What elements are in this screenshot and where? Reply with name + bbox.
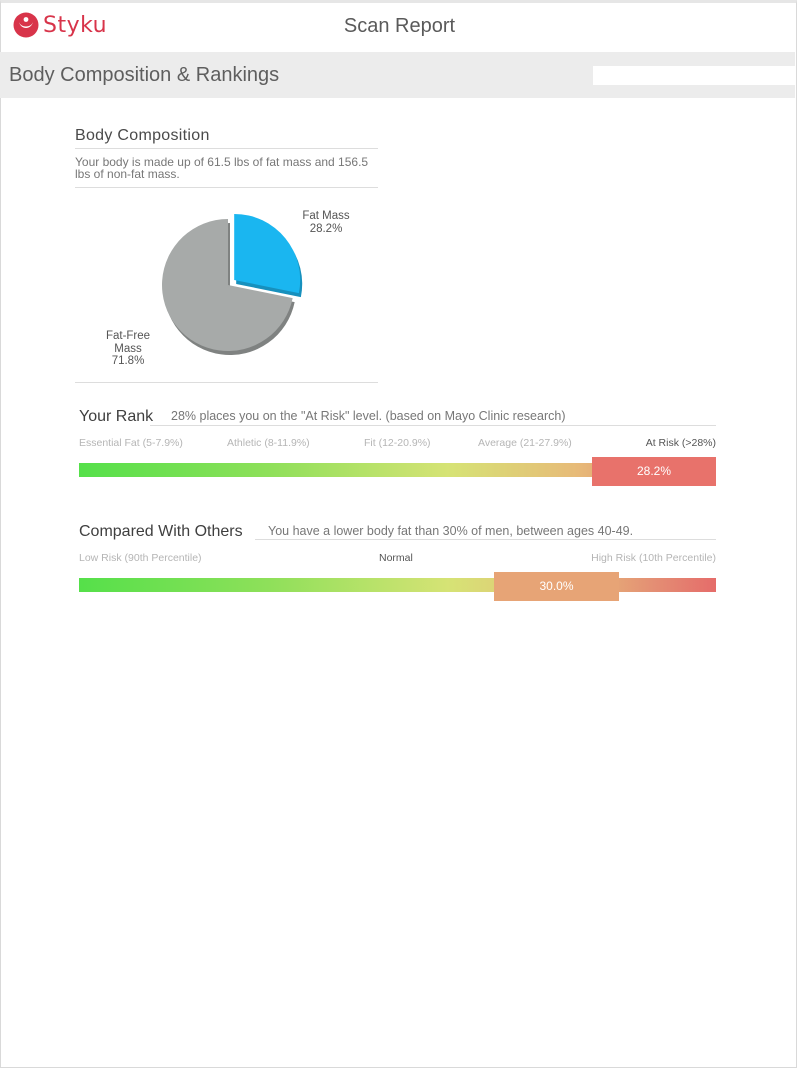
rank-scale-label-athletic: Athletic (8-11.9%) <box>227 437 310 449</box>
body-composition-description: Your body is made up of 61.5 lbs of fat mass and 156.5 lbs of non-fat mass. <box>75 155 369 181</box>
body-composition-title: Body Composition <box>75 127 210 144</box>
compare-gradient-bar <box>79 578 716 592</box>
header-blank-box <box>593 66 795 85</box>
compare-scale-label-low-risk: Low Risk (90th Percentile) <box>79 552 202 564</box>
compared-description: You have a lower body fat than 30% of men, between ages 40-49. <box>268 524 634 538</box>
divider <box>75 148 378 149</box>
your-rank-title: Your Rank <box>79 408 154 425</box>
logo-text: Styku <box>43 12 108 38</box>
your-rank-description: 28% places you on the "At Risk" level. (based on Mayo Clinic research) <box>171 409 566 423</box>
compare-scale-label-normal: Normal <box>379 552 413 564</box>
top-bar <box>0 0 799 52</box>
divider <box>255 539 716 540</box>
body-composition-pie-chart <box>75 190 380 380</box>
rank-scale-label-essential: Essential Fat (5-7.9%) <box>79 437 183 449</box>
rank-marker <box>592 457 716 486</box>
section-title: Body Composition & Rankings <box>9 64 280 86</box>
fat-free-mass-label <box>97 330 159 368</box>
divider <box>75 382 378 383</box>
fat-mass-label <box>293 210 359 235</box>
compare-scale-label-high-risk: High Risk (10th Percentile) <box>591 552 716 564</box>
rank-scale-label-at-risk: At Risk (>28%) <box>645 437 716 449</box>
app-title: Scan Report <box>343 15 456 37</box>
fat-free-mass-label-value: 71.8% <box>111 355 145 367</box>
fat-mass-label-name: Fat Mass <box>302 210 350 222</box>
compare-marker <box>494 572 619 601</box>
pie-slice-fat-mass <box>234 214 300 293</box>
fat-free-mass-label-line1: Fat-Free <box>105 330 151 342</box>
compared-title: Compared With Others <box>79 523 243 540</box>
fat-mass-label-value: 28.2% <box>309 222 343 235</box>
compare-marker-value: 30.0% <box>539 579 574 593</box>
divider <box>75 187 378 188</box>
rank-scale-label-fit: Fit (12-20.9%) <box>364 437 431 449</box>
divider <box>150 425 716 426</box>
fat-free-mass-label-line2: Mass <box>114 342 142 355</box>
rank-marker-value: 28.2% <box>636 464 672 478</box>
section-header <box>0 52 795 98</box>
rank-scale-label-average: Average (21-27.9%) <box>478 437 572 449</box>
